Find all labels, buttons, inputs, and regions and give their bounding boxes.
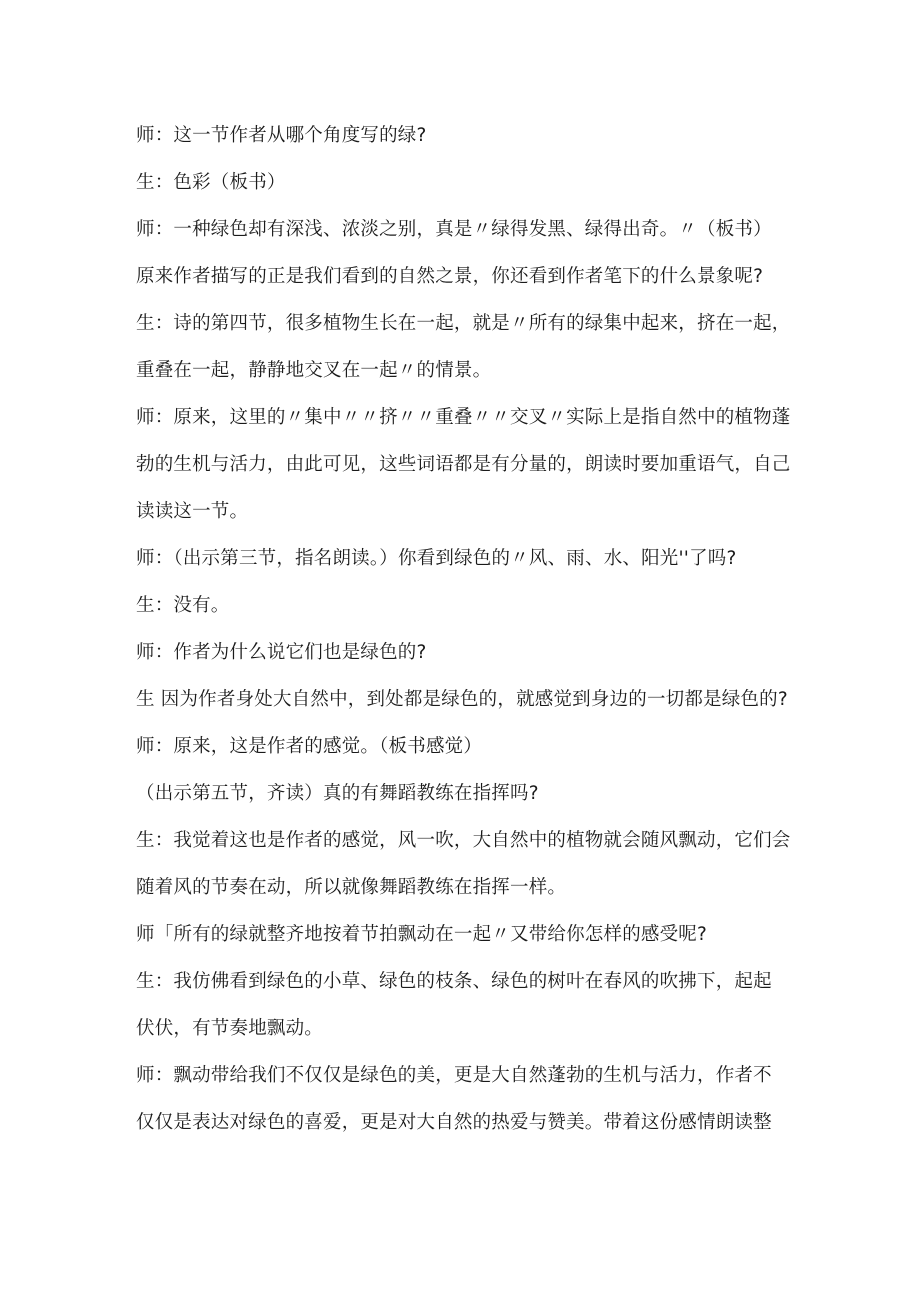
text-line: 师：原来，这里的〃集中〃〃挤〃〃重叠〃〃交叉〃实际上是指自然中的植物蓬 xyxy=(136,407,791,428)
text-line: 生 因为作者身处大自然中，到处都是绿色的，就感觉到身边的一切都是绿色的? xyxy=(136,689,788,710)
text-line: 原来作者描写的正是我们看到的自然之景，你还看到作者笔下的什么景象呢? xyxy=(136,266,764,287)
text-line: 生：没有。 xyxy=(136,595,230,616)
text-line: 随着风的节奏在动，所以就像舞蹈教练在指挥一样。 xyxy=(136,877,567,898)
text-line: 生：诗的第四节，很多植物生长在一起，就是〃所有的绿集中起来，挤在一起， xyxy=(136,313,791,334)
text-line: 师：（出示第三节，指名朗读。）你看到绿色的〃风、雨、水、阳光''了吗? xyxy=(136,548,737,569)
text-line: 师：飘动带给我们不仅仅是绿色的美，更是大自然蓬勃的生机与活力，作者不 xyxy=(136,1065,772,1086)
text-line: 仅仅是表达对绿色的喜爱，更是对大自然的热爱与赞美。带着这份感情朗读整 xyxy=(136,1112,772,1133)
text-line: 生：我仿佛看到绿色的小草、绿色的枝条、绿色的树叶在春风的吹拂下，起起 xyxy=(136,971,772,992)
text-line: 读读这一节。 xyxy=(136,501,249,522)
document-body xyxy=(136,112,796,1146)
text-line: 重叠在一起，静静地交叉在一起〃的情景。 xyxy=(136,360,492,381)
text-line: （出示第五节，齐读）真的有舞蹈教练在指挥吗? xyxy=(136,783,539,804)
text-line: 师：作者为什么说它们也是绿色的? xyxy=(136,642,427,663)
text-line: 师：这一节作者从哪个角度写的绿? xyxy=(136,125,427,146)
text-line: 师：一种绿色却有深浅、浓淡之别，真是〃绿得发黑、绿得出奇。〃（板书） xyxy=(136,219,772,240)
text-line: 伏伏，有节奏地飘动。 xyxy=(136,1018,324,1039)
text-line: 师：原来，这是作者的感觉。（板书感觉） xyxy=(136,736,483,757)
text-line: 勃的生机与活力，由此可见，这些词语都是有分量的，朗读时要加重语气，自己 xyxy=(136,454,791,475)
text-line: 生：我觉着这也是作者的感觉，风一吹，大自然中的植物就会随风飘动，它们会 xyxy=(136,830,791,851)
text-line: 师「所有的绿就整齐地按着节拍飘动在一起〃又带给你怎样的感受呢? xyxy=(136,924,708,945)
text-line: 生：色彩（板书） xyxy=(136,172,286,193)
